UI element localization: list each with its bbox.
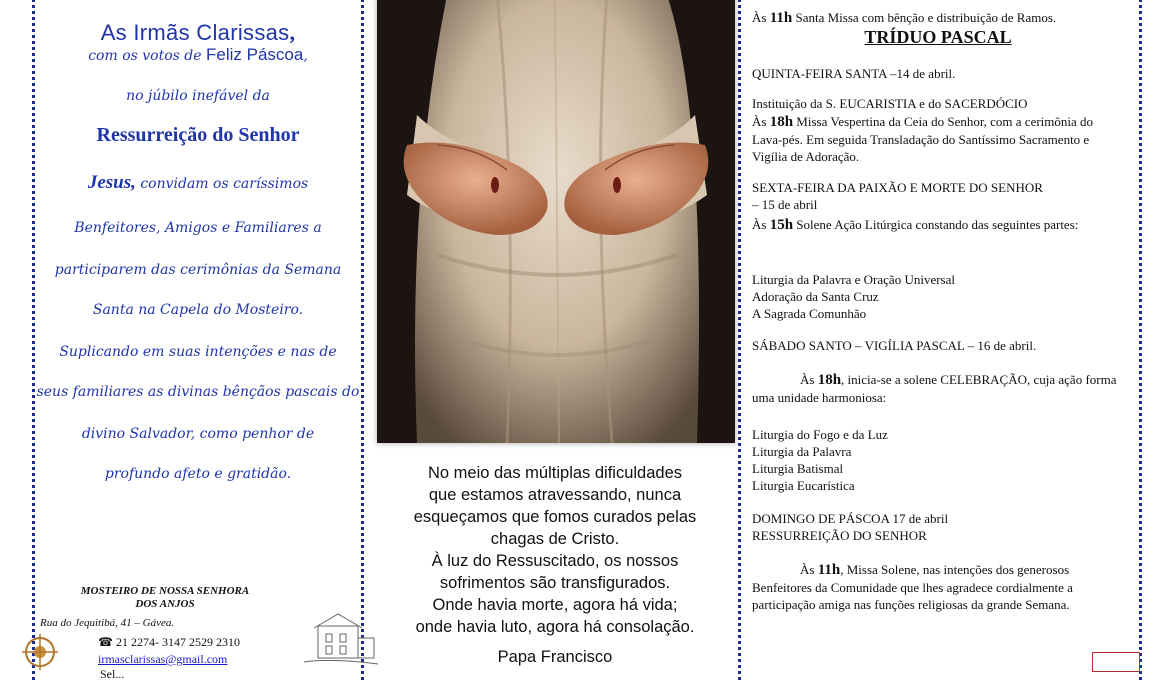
list-item: A Sagrada Comunhão: [752, 306, 867, 321]
monastery-sketch-icon: [300, 608, 380, 668]
jesus-word: Jesus,: [87, 172, 136, 193]
sexta-text: Solene Ação Litúrgica constando das seguintes partes:: [796, 217, 1079, 232]
telephone-icon: ☎: [98, 635, 113, 649]
quinta-heading: QUINTA-FEIRA SANTA –14 de abril.: [752, 66, 956, 81]
sexta-heading: SEXTA-FEIRA DA PAIXÃO E MORTE DO SENHOR: [752, 180, 1043, 195]
ramos-text: Santa Missa com bênção e distribuição de Ramos.: [795, 10, 1057, 25]
pope-quote: [385, 462, 725, 668]
sabado-pre: Às: [800, 372, 815, 387]
triduo-heading: TRÍDUO PASCAL: [864, 27, 1012, 47]
ramos-hour: 11h: [769, 10, 793, 26]
domingo-heading-2: RESSURREIÇÃO DO SENHOR: [752, 528, 927, 543]
instituicao-heading: Instituição da S. EUCARISTIA e do SACERDÓCIO: [752, 96, 1028, 111]
benfeitores-line: Benfeitores, Amigos e Familiares a: [74, 220, 322, 236]
list-item: Liturgia Batismal: [752, 461, 844, 476]
monastery-name-1: MOSTEIRO DE NOSSA SENHORA: [80, 585, 250, 597]
quinta-description: [752, 113, 1124, 165]
quote-author: Papa Francisco: [497, 648, 613, 666]
monastery-address: [40, 585, 290, 682]
quote-line: À luz do Ressuscitado, os nossos: [431, 552, 679, 570]
list-item: Liturgia Eucarística: [752, 478, 855, 493]
quote-line: No meio das múltiplas dificuldades: [427, 464, 683, 482]
domingo-text: , Missa Solene, nas intenções dos generosos Benfeitores da Comunidade que lhes agradece cordialmente a participação amiga nas funções religiosas da grande Semana.: [752, 562, 1073, 612]
jubilo-line: no júbilo inefável da: [126, 88, 270, 104]
jesus-line: [42, 172, 354, 194]
salvador-line: divino Salvador, como penhor de: [81, 426, 315, 442]
line1-pre: com os votos de: [88, 48, 202, 64]
domingo-pre: Às: [800, 562, 815, 577]
header-comma: ,: [289, 20, 296, 45]
domingo-description: [752, 561, 1124, 613]
list-item: Liturgia do Fogo e da Luz: [752, 427, 888, 442]
quote-line: chagas de Cristo.: [490, 530, 620, 548]
email-link[interactable]: irmasclarissas@gmail.com: [98, 652, 228, 666]
convidam-text: convidam os caríssimos: [140, 176, 309, 192]
quinta-pre: Às: [752, 114, 767, 129]
feliz-pascoa-line: [42, 45, 354, 65]
address-extra: Sel...: [100, 667, 125, 681]
phone-number: 21 2274- 3147 2529 2310: [115, 635, 240, 649]
familiares-line: seus familiares as divinas bênçãos pascais do: [36, 384, 360, 400]
participarem-line: participarem das cerimônias da Semana: [54, 262, 342, 278]
ramos-line: [752, 9, 1124, 27]
sabado-items: [752, 426, 1124, 494]
page-corner-mark: [1092, 652, 1140, 672]
sabado-heading: SÁBADO SANTO – VIGÍLIA PASCAL – 16 de abril.: [752, 338, 1037, 353]
sexta-date: – 15 de abril: [752, 197, 818, 212]
suplicando-line: Suplicando em suas intenções e nas de: [59, 344, 337, 360]
sexta-hour: 15h: [769, 217, 794, 233]
domingo-hour: 11h: [817, 562, 841, 578]
phone-line: [40, 635, 290, 650]
sabado-description: [752, 371, 1124, 406]
list-item: Adoração da Santa Cruz: [752, 289, 879, 304]
monastery-name-2: DOS ANJOS: [135, 598, 195, 610]
quinta-text: Missa Vespertina da Ceia do Senhor, com a cerimônia do Lava-pés. Em seguida Transladação do Santíssimo Sacramento e Vigília de Adoração.: [752, 114, 1094, 164]
quote-line: onde havia luto, agora há consolação.: [415, 618, 695, 636]
crest-icon: [18, 630, 62, 670]
sabado-text: , inicia-se a solene CELEBRAÇÃO, cuja ação forma uma unidade harmoniosa:: [752, 372, 1117, 405]
ramos-pre: Às: [752, 10, 767, 25]
line1-post: ,: [303, 48, 308, 64]
sexta-pre: Às: [752, 217, 767, 232]
feliz-pascoa: Feliz Páscoa: [206, 45, 304, 64]
quinta-hour: 18h: [769, 114, 794, 130]
list-item: Liturgia da Palavra: [752, 444, 852, 459]
quote-line: sofrimentos são transfigurados.: [439, 574, 671, 592]
street-address: Rua do Jequitibá, 41 – Gávea.: [40, 617, 175, 629]
header-title: [32, 20, 364, 46]
list-item: Liturgia da Palavra e Oração Universal: [752, 272, 955, 287]
quote-line: que estamos atravessando, nunca: [428, 486, 682, 504]
sabado-hour: 18h: [817, 372, 842, 388]
sexta-items: [752, 271, 1124, 322]
header-title-text: As Irmãs Clarissas: [100, 20, 290, 45]
quote-line: Onde havia morte, agora há vida;: [432, 596, 678, 614]
risen-christ-hands-image: [377, 0, 735, 443]
capela-line: Santa na Capela do Mosteiro.: [92, 302, 304, 318]
quote-line: esqueçamos que fomos curados pelas: [413, 508, 697, 526]
ressurreicao-heading: Ressurreição do Senhor: [96, 124, 300, 146]
domingo-heading-1: DOMINGO DE PÁSCOA 17 de abril: [752, 511, 949, 526]
sexta-description: [752, 216, 1124, 234]
gratidao-line: profundo afeto e gratidão.: [104, 466, 292, 482]
